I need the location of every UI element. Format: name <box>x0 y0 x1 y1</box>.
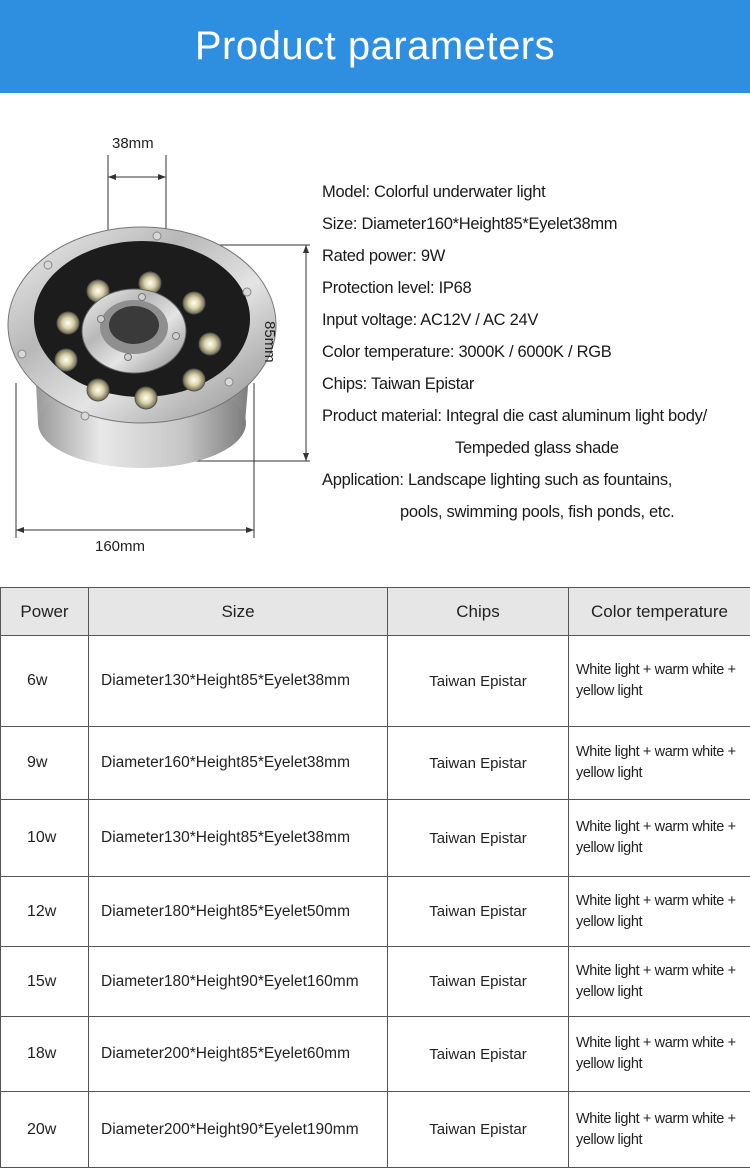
page-banner <box>0 0 750 93</box>
eyelet-dimension-label: 38mm <box>112 135 154 152</box>
header-chips: Chips <box>388 588 569 636</box>
cell-chips: Taiwan Epistar <box>388 800 569 877</box>
cell-chips: Taiwan Epistar <box>388 947 569 1017</box>
table-row <box>1 800 750 877</box>
cell-size: Diameter160*Height85*Eyelet38mm <box>89 727 388 800</box>
spec-rated-power: Rated power: 9W <box>322 247 445 265</box>
spec-list <box>322 176 750 528</box>
table-row <box>1 877 750 947</box>
cell-power: 20w <box>1 1092 89 1168</box>
cell-color: White light + warm white + yellow light <box>569 727 750 800</box>
spec-material-cont: Tempeded glass shade <box>455 439 619 457</box>
cell-color: White light + warm white + yellow light <box>569 877 750 947</box>
cell-power: 6w <box>1 636 89 727</box>
table-row <box>1 947 750 1017</box>
cell-chips: Taiwan Epistar <box>388 1017 569 1092</box>
table-header-row <box>1 588 750 636</box>
cell-size: Diameter180*Height90*Eyelet160mm <box>89 947 388 1017</box>
spec-protection-level: Protection level: IP68 <box>322 279 472 297</box>
page-title: Product parameters <box>194 24 556 68</box>
product-figure <box>0 93 320 583</box>
cell-power: 12w <box>1 877 89 947</box>
spec-material: Product material: Integral die cast aluminum light body/ <box>322 407 707 425</box>
spec-chips: Chips: Taiwan Epistar <box>322 375 475 393</box>
cell-size: Diameter200*Height90*Eyelet190mm <box>89 1092 388 1168</box>
table-row <box>1 1017 750 1092</box>
cell-size: Diameter130*Height85*Eyelet38mm <box>89 800 388 877</box>
height-dimension-label: 85mm <box>261 321 278 363</box>
cell-power: 15w <box>1 947 89 1017</box>
cell-size: Diameter180*Height85*Eyelet50mm <box>89 877 388 947</box>
spec-size: Size: Diameter160*Height85*Eyelet38mm <box>322 215 618 233</box>
header-size: Size <box>89 588 388 636</box>
cell-color: White light + warm white + yellow light <box>569 1092 750 1168</box>
spec-color-temperature: Color temperature: 3000K / 6000K / RGB <box>322 343 612 361</box>
parameter-table <box>0 587 750 1168</box>
spec-input-voltage: Input voltage: AC12V / AC 24V <box>322 311 539 329</box>
cell-color: White light + warm white + yellow light <box>569 636 750 727</box>
cell-color: White light + warm white + yellow light <box>569 947 750 1017</box>
spec-model: Model: Colorful underwater light <box>322 183 546 201</box>
diameter-dimension-label: 160mm <box>95 538 146 555</box>
spec-application: Application: Landscape lighting such as fountains, <box>322 471 673 489</box>
cell-power: 9w <box>1 727 89 800</box>
table-row <box>1 1092 750 1168</box>
cell-chips: Taiwan Epistar <box>388 727 569 800</box>
cell-color: White light + warm white + yellow light <box>569 1017 750 1092</box>
cell-color: White light + warm white + yellow light <box>569 800 750 877</box>
header-color-temperature: Color temperature <box>569 588 750 636</box>
cell-power: 18w <box>1 1017 89 1092</box>
cell-chips: Taiwan Epistar <box>388 636 569 727</box>
cell-size: Diameter130*Height85*Eyelet38mm <box>89 636 388 727</box>
header-power: Power <box>1 588 89 636</box>
cell-chips: Taiwan Epistar <box>388 877 569 947</box>
spec-application-cont: pools, swimming pools, fish ponds, etc. <box>400 503 675 521</box>
cell-chips: Taiwan Epistar <box>388 1092 569 1168</box>
cell-size: Diameter200*Height85*Eyelet60mm <box>89 1017 388 1092</box>
cell-power: 10w <box>1 800 89 877</box>
table-row <box>1 727 750 800</box>
table-row <box>1 636 750 727</box>
